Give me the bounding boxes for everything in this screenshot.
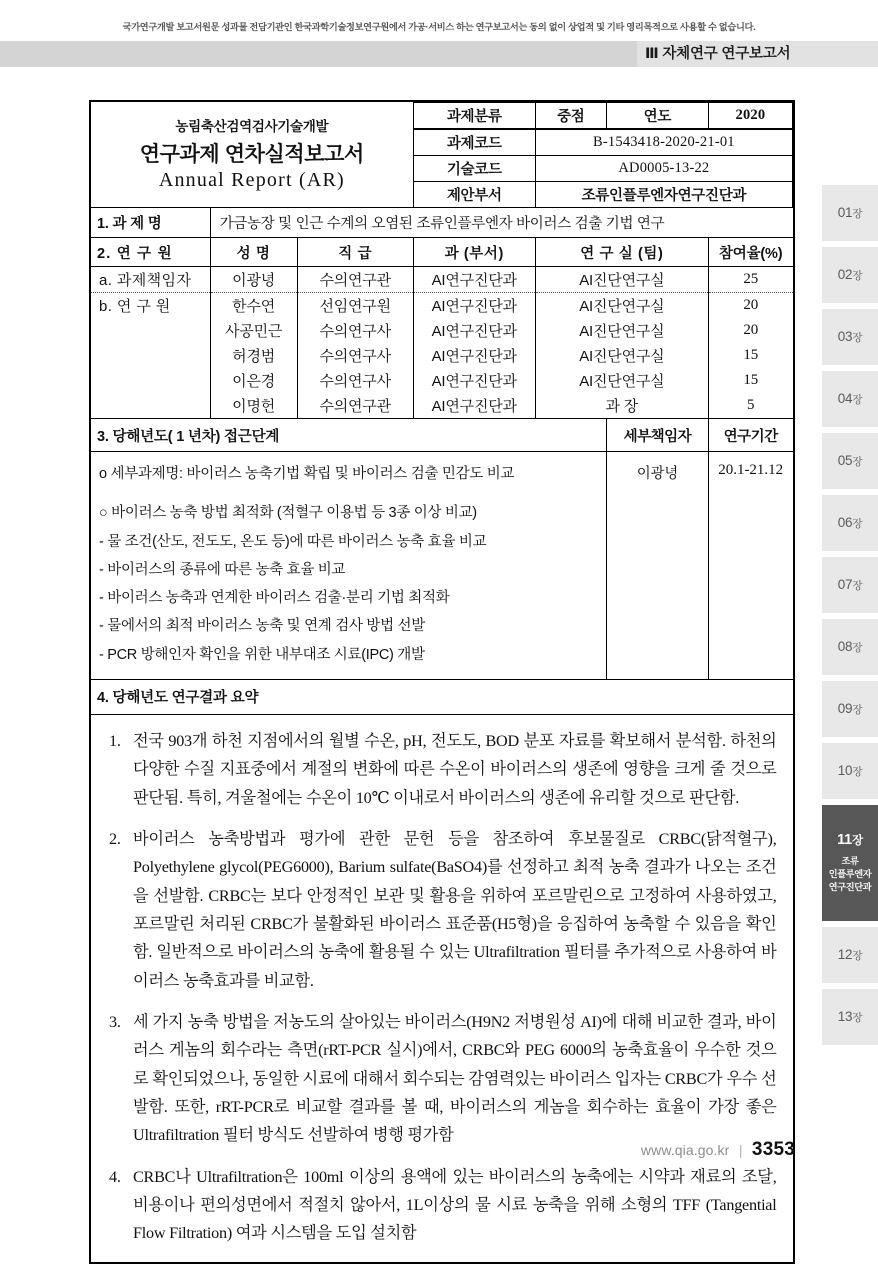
footer-separator: | [738, 1142, 743, 1158]
staff-pct-2: 20 [708, 318, 792, 343]
section-4-header-row [91, 679, 793, 714]
staff-dept-1: AI연구진단과 [413, 293, 535, 319]
staff-lab-3: AI진단연구실 [535, 343, 708, 368]
chapter-tab-13-label: 13장 [837, 1009, 863, 1024]
staff-role-0: a. 과제책임자 [91, 267, 210, 293]
staff-rank-5: 수의연구관 [297, 393, 413, 419]
running-head-bar [0, 41, 878, 67]
staff-lab-2: AI진단연구실 [535, 318, 708, 343]
staff-rank-1: 선임연구원 [297, 293, 413, 319]
staff-name-2: 사공민근 [210, 318, 297, 343]
chapter-tab-05-label: 05장 [837, 453, 863, 468]
value-proposing-dept: 조류인플루엔자연구진단과 [535, 182, 792, 208]
staff-name-3: 허경범 [210, 343, 297, 368]
chapter-tab-02-label: 02장 [837, 267, 863, 282]
staff-rank-0: 수의연구관 [297, 267, 413, 293]
staff-role-3 [91, 343, 210, 368]
chapter-tab-01-label: 01장 [837, 205, 863, 220]
section-3-manager: 이광녕 [606, 452, 708, 680]
staff-lab-5: 과 장 [535, 393, 708, 419]
section-3-col-period: 연구기간 [708, 419, 792, 452]
chapter-tab-06-label: 06장 [837, 515, 863, 530]
report-title-main: 연구과제 연차실적보고서 [139, 142, 364, 166]
chapter-tab-10[interactable] [822, 743, 878, 799]
section-3-header-row [91, 419, 793, 452]
chapter-tab-strip [822, 185, 878, 1051]
staff-dept-2: AI연구진단과 [413, 318, 535, 343]
section-3-line-2: - 바이러스의 종류에 따른 농축 효율 비교 [99, 561, 346, 578]
annual-report-form [89, 100, 795, 1264]
staff-role-4 [91, 368, 210, 393]
results-list [107, 727, 777, 1248]
chapter-tab-11-active[interactable] [822, 805, 878, 921]
chapter-tab-09-label: 09장 [837, 701, 863, 716]
label-proposing-dept: 제안부서 [413, 182, 535, 208]
table-row [91, 368, 793, 393]
result-number-0: 1. [109, 731, 121, 750]
staff-dept-4: AI연구진단과 [413, 368, 535, 393]
value-tech-code: AD0005-13-22 [535, 156, 792, 182]
value-project-code: B-1543418-2020-21-01 [535, 129, 792, 156]
chapter-tab-03-label: 03장 [837, 329, 863, 344]
chapter-tab-07[interactable] [822, 557, 878, 613]
section-4-content [91, 714, 793, 1261]
chapter-tab-03[interactable] [822, 309, 878, 365]
table-row [91, 343, 793, 368]
chapter-tab-12[interactable] [822, 927, 878, 983]
list-item [107, 1163, 777, 1248]
chapter-tab-08-label: 08장 [837, 639, 863, 654]
copyright-disclaimer: 국가연구개발 보고서원문 성과물 전담기관인 한국과학기술정보연구원에서 가공·서비스 하는 연구보고서는 동의 없이 상업적 및 기타 영리목적으로 사용할 수 없습니다. [122, 22, 756, 32]
staff-role-1: b. 연 구 원 [91, 293, 210, 319]
running-head-title: Ⅲ 자체연구 연구보고서 [645, 46, 791, 62]
chapter-tab-04[interactable] [822, 371, 878, 427]
report-title-block [91, 103, 413, 208]
label-year: 연도 [606, 103, 708, 130]
page-number: 3353 [751, 1139, 795, 1160]
staff-rank-4: 수의연구사 [297, 368, 413, 393]
running-head-bar-left [0, 41, 637, 67]
table-row [91, 267, 793, 293]
staff-pct-5: 5 [708, 393, 792, 419]
footer-site-url: www.qia.go.kr [640, 1142, 730, 1158]
chapter-tab-07-label: 07장 [837, 577, 863, 592]
report-title-sub: 농림축산검역검사기술개발 [175, 118, 329, 134]
staff-name-0: 이광녕 [210, 267, 297, 293]
chapter-tab-05[interactable] [822, 433, 878, 489]
section-3-line-4: - 물에서의 최적 바이러스 농축 및 연계 검사 방법 선발 [99, 618, 425, 635]
section-3-period: 20.1-21.12 [708, 452, 792, 680]
page-footer [641, 1139, 795, 1161]
table-row [91, 393, 793, 419]
staff-role-5 [91, 393, 210, 419]
staff-name-1: 한수연 [210, 293, 297, 319]
staff-name-5: 이명헌 [210, 393, 297, 419]
staff-role-2 [91, 318, 210, 343]
staff-rank-2: 수의연구사 [297, 318, 413, 343]
section-3-content [91, 452, 606, 680]
section-3-label: 3. 당해년도( 1 년차) 접근단계 [91, 419, 606, 452]
column-header-participation: 참여율(%) [708, 238, 792, 267]
report-title-english: Annual Report (AR) [158, 168, 345, 191]
table-row [91, 293, 793, 319]
staff-name-4: 이은경 [210, 368, 297, 393]
chapter-tab-13[interactable] [822, 989, 878, 1045]
list-item [107, 1008, 777, 1150]
list-item [107, 727, 777, 812]
chapter-tab-09[interactable] [822, 681, 878, 737]
column-header-rank: 직 급 [297, 238, 413, 267]
staff-pct-4: 15 [708, 368, 792, 393]
list-item [107, 825, 777, 995]
staff-lab-1: AI진단연구실 [535, 293, 708, 319]
section-3-body-row [91, 452, 793, 680]
chapter-tab-01[interactable] [822, 185, 878, 241]
section-1-label: 1. 과 제 명 [91, 208, 210, 238]
section-2-label: 2. 연 구 원 [91, 238, 210, 267]
label-tech-code: 기술코드 [413, 156, 535, 182]
result-text-1: 바이러스 농축방법과 평가에 관한 문헌 등을 참조하여 후보물질로 CRBC(닭적혈구), Polyethylene glycol(PEG6000), Barium sulfate(BaSO4)를 선정하고 최적 농축 결과가 나오는 조건을 선발함. CRBC는 보다 안정적인 보관 및 활용을 위하여 포르말린으로 고정하여 사용하였고, 포르말린 처리된 CRBC가 불활화된 바이러스 표준품(H5형)을 응집하여 농축할 수 있음을 확인함. 일반적으로 바이러스의 농축에 활용될 수 있는 Ultrafiltration 필터를 추가적으로 사용하여 바이러스 농축효과를 비교함. [133, 829, 777, 990]
column-header-dept: 과 (부서) [413, 238, 535, 267]
chapter-tab-10-label: 10장 [837, 763, 863, 778]
section-1-project-name [91, 208, 793, 238]
staff-dept-5: AI연구진단과 [413, 393, 535, 419]
chapter-tab-08[interactable] [822, 619, 878, 675]
section-2-header-row [91, 238, 793, 267]
label-project-category: 과제분류 [413, 103, 535, 130]
section-1-value: 가금농장 및 인근 수계의 오염된 조류인플루엔자 바이러스 검출 기법 연구 [210, 208, 792, 238]
column-header-lab: 연 구 실 (팀) [535, 238, 708, 267]
section-3-lead: o 세부과제명: 바이러스 농축기법 확립 및 바이러스 검출 민감도 비교 [99, 466, 515, 482]
result-number-2: 3. [109, 1012, 121, 1031]
chapter-tab-02[interactable] [822, 247, 878, 303]
value-project-category: 중점 [535, 103, 606, 130]
chapter-tab-04-label: 04장 [837, 391, 863, 406]
chapter-tab-06[interactable] [822, 495, 878, 551]
section-3-line-1: - 물 조건(산도, 전도도, 온도 등)에 따른 바이러스 농축 효율 비교 [99, 533, 487, 550]
chapter-tab-11-subtitle: 조류 인플루엔자 연구진단과 [828, 855, 872, 893]
section-3-line-5: - PCR 방해인자 확인을 위한 내부대조 시료(IPC) 개발 [99, 646, 425, 663]
staff-lab-0: AI진단연구실 [535, 267, 708, 293]
section-3-col-manager: 세부책임자 [606, 419, 708, 452]
result-text-3: CRBC나 Ultrafiltration은 100ml 이상의 용액에 있는 바이러스의 농축에는 시약과 재료의 조달, 비용이나 편의성면에서 적절치 않아서, 1L이상의 물 시료 농축을 위해 소형의 TFF (Tangential Flow Filtration) 여과 시스템을 도입 설치함 [133, 1167, 777, 1243]
staff-pct-3: 15 [708, 343, 792, 368]
section-4-label: 4. 당해년도 연구결과 요약 [91, 679, 793, 714]
report-title-meta-row-1 [91, 103, 793, 130]
section-3-line-3: - 바이러스 농축과 연계한 바이러스 검출·분리 기법 최적화 [99, 590, 450, 607]
result-number-1: 2. [109, 829, 121, 848]
column-header-name: 성 명 [210, 238, 297, 267]
staff-dept-3: AI연구진단과 [413, 343, 535, 368]
staff-dept-0: AI연구진단과 [413, 267, 535, 293]
result-text-0: 전국 903개 하천 지점에서의 월별 수온, pH, 전도도, BOD 분포 자료를 확보해서 분석함. 하천의 다양한 수질 지표중에서 계절의 변화에 따른 수온이 바이러스의 생존에 영향을 크게 줄 것으로 판단됨. 특히, 겨울철에는 수온이 10℃ 이내로서 바이러스의 생존에 유리할 것으로 판단함. [133, 731, 777, 807]
chapter-tab-12-label: 12장 [837, 947, 863, 962]
staff-lab-4: AI진단연구실 [535, 368, 708, 393]
section-3-line-0: ○ 바이러스 농축 방법 최적화 (적혈구 이용법 등 3종 이상 비교) [99, 505, 477, 522]
table-row [91, 318, 793, 343]
staff-rank-3: 수의연구사 [297, 343, 413, 368]
value-year: 2020 [708, 103, 792, 130]
result-number-3: 4. [109, 1167, 121, 1186]
staff-pct-0: 25 [708, 267, 792, 293]
label-project-code: 과제코드 [413, 129, 535, 156]
result-text-2: 세 가지 농축 방법을 저농도의 살아있는 바이러스(H9N2 저병원성 AI)에 대해 비교한 결과, 바이러스 게놈의 회수라는 측면(rRT-PCR 실시)에서, CRBC와 PEG 6000의 농축효율이 우수한 것으로 확인되었으나, 동일한 시료에 대해서 회수되는 감염력있는 바이러스 입자는 CRBC가 우수 선발함. 또한, rRT-PCR로 비교할 결과를 볼 때, 바이러스의 게놈을 회수하는 효율이 가장 좋은 Ultrafiltration 필터 방식도 선발하여 병행 평가함 [133, 1012, 777, 1145]
chapter-tab-11-label: 11장 [837, 831, 863, 848]
staff-pct-1: 20 [708, 293, 792, 319]
section-4-body-row [91, 714, 793, 1261]
